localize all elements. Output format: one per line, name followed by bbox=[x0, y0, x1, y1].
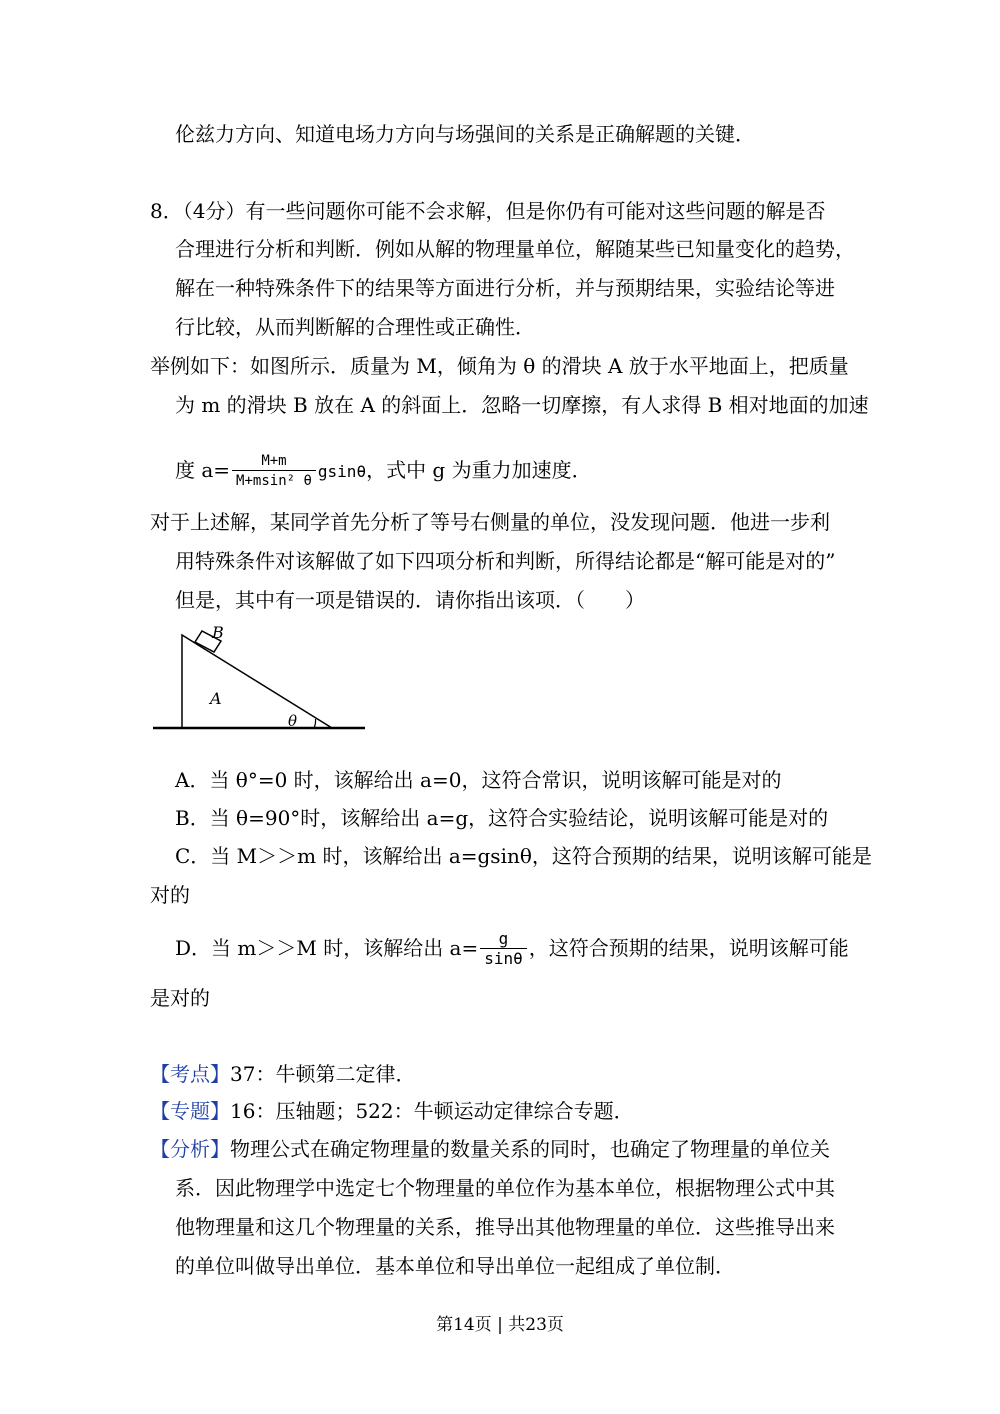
label-theta: θ bbox=[288, 712, 298, 730]
incline-figure bbox=[150, 620, 370, 735]
zhuanti-line bbox=[150, 1097, 634, 1125]
formula-fraction bbox=[232, 452, 316, 491]
option-d-fraction bbox=[480, 930, 527, 969]
label-b: B bbox=[212, 623, 224, 642]
fenxi-line-3: 他物理量和这几个物理量的关系，推导出其他物理量的单位．这些推导出来 bbox=[175, 1215, 835, 1239]
option-a: A．当 θ°=0 时，该解给出 a=0，这符合常识，说明该解可能是对的 bbox=[175, 768, 782, 792]
page-footer: 第14页 | 共23页 bbox=[436, 1315, 564, 1335]
zhuanti-text: 16：压轴题；522：牛顿运动定律综合专题． bbox=[230, 1099, 634, 1123]
fenxi-text: 物理公式在确定物理量的数量关系的同时，也确定了物理量的单位关 bbox=[230, 1137, 830, 1161]
question-line-3: 解在一种特殊条件下的结果等方面进行分析，并与预期结果，实验结论等进 bbox=[175, 276, 835, 300]
kaodian-line bbox=[150, 1060, 415, 1088]
option-d-line-1 bbox=[175, 930, 849, 969]
formula-tail: gsinθ bbox=[317, 462, 367, 481]
formula-prefix: 度 a= bbox=[175, 458, 231, 482]
block-a-triangle bbox=[182, 635, 332, 728]
label-a: A bbox=[210, 689, 222, 708]
formula-suffix: ，式中 g 为重力加速度． bbox=[366, 458, 592, 482]
option-c-line-1: C．当 M＞＞m 时，该解给出 a=gsinθ，这符合预期的结果，说明该解可能是 bbox=[175, 844, 872, 868]
option-c-line-2: 对的 bbox=[150, 883, 190, 907]
formula-line bbox=[175, 452, 592, 491]
kaodian-tag: 【考点】 bbox=[150, 1062, 230, 1086]
formula-denominator: M+msin² θ bbox=[232, 470, 316, 491]
question-line-2: 合理进行分析和判断．例如从解的物理量单位，解随某些已知量变化的趋势， bbox=[175, 237, 855, 261]
option-d-prefix: D．当 m＞＞M 时，该解给出 a= bbox=[175, 936, 479, 960]
fenxi-line-4: 的单位叫做导出单位．基本单位和导出单位一起组成了单位制． bbox=[175, 1254, 735, 1278]
zhuanti-tag: 【专题】 bbox=[150, 1099, 230, 1123]
option-d-suffix: ，这符合预期的结果，说明该解可能 bbox=[528, 936, 849, 960]
angle-arc bbox=[314, 719, 316, 728]
fenxi-tag: 【分析】 bbox=[150, 1137, 230, 1161]
question-line-8: 用特殊条件对该解做了如下四项分析和判断，所得结论都是“解可能是对的” bbox=[175, 549, 836, 573]
question-line-6: 为 m 的滑块 B 放在 A 的斜面上．忽略一切摩擦，有人求得 B 相对地面的加速 bbox=[175, 393, 869, 417]
option-d-numerator: g bbox=[498, 929, 509, 948]
formula-numerator: M+m bbox=[261, 453, 287, 469]
option-d-denominator: sinθ bbox=[480, 948, 527, 969]
question-line-7: 对于上述解，某同学首先分析了等号右侧量的单位，没发现问题．他进一步利 bbox=[150, 510, 830, 534]
option-b: B．当 θ=90°时，该解给出 a=g，这符合实验结论，说明该解可能是对的 bbox=[175, 806, 829, 830]
question-line-5: 举例如下：如图所示．质量为 M，倾角为 θ 的滑块 A 放于水平地面上，把质量 bbox=[150, 354, 849, 378]
fenxi-line-2: 系．因此物理学中选定七个物理量的单位作为基本单位，根据物理公式中其 bbox=[175, 1176, 835, 1200]
intro-line: 伦兹力方向、知道电场力方向与场强间的关系是正确解题的关键． bbox=[175, 122, 755, 146]
option-d-line-2: 是对的 bbox=[150, 986, 210, 1010]
question-line-4: 行比较，从而判断解的合理性或正确性． bbox=[175, 315, 535, 339]
question-line-9: 但是，其中有一项是错误的．请你指出该项．（ ） bbox=[175, 588, 645, 612]
kaodian-text: 37：牛顿第二定律． bbox=[230, 1062, 416, 1086]
fenxi-line bbox=[150, 1135, 830, 1163]
question-line-1: 8．（4分）有一些问题你可能不会求解，但是你仍有可能对这些问题的解是否 bbox=[150, 199, 826, 223]
